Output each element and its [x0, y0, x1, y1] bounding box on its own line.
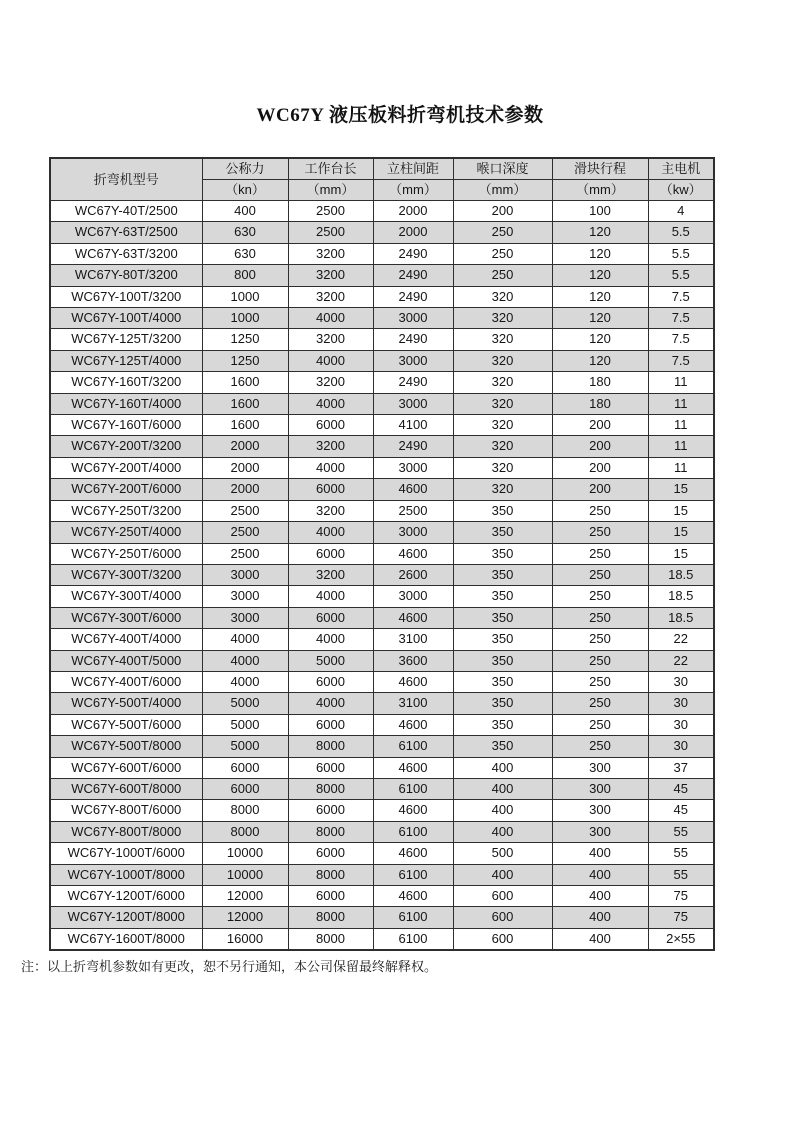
spec-table-header: [50, 158, 714, 201]
value-cell: 5000: [202, 736, 288, 757]
value-cell: 4600: [373, 886, 453, 907]
value-cell: 3000: [373, 457, 453, 478]
model-cell: WC67Y-100T/3200: [50, 286, 202, 307]
table-row: [50, 864, 714, 885]
table-row: [50, 907, 714, 928]
value-cell: 1000: [202, 286, 288, 307]
value-cell: 250: [552, 607, 648, 628]
value-cell: 300: [552, 757, 648, 778]
model-cell: WC67Y-160T/4000: [50, 393, 202, 414]
value-cell: 5000: [202, 714, 288, 735]
model-cell: WC67Y-800T/8000: [50, 821, 202, 842]
value-cell: 120: [552, 265, 648, 286]
value-cell: 250: [453, 265, 552, 286]
table-row: [50, 522, 714, 543]
model-cell: WC67Y-63T/3200: [50, 243, 202, 264]
model-cell: WC67Y-160T/6000: [50, 415, 202, 436]
table-row: [50, 886, 714, 907]
value-cell: 11: [648, 457, 714, 478]
value-cell: 2490: [373, 286, 453, 307]
model-cell: WC67Y-600T/6000: [50, 757, 202, 778]
value-cell: 6000: [288, 543, 373, 564]
value-cell: 6100: [373, 821, 453, 842]
value-cell: 18.5: [648, 607, 714, 628]
value-cell: 2490: [373, 329, 453, 350]
page-title: WC67Y 液压板料折弯机技术参数: [256, 105, 544, 126]
value-cell: 55: [648, 864, 714, 885]
value-cell: 4000: [288, 629, 373, 650]
col-header-throat-depth: 喉口深度: [453, 158, 552, 180]
value-cell: 4000: [202, 671, 288, 692]
model-cell: WC67Y-80T/3200: [50, 265, 202, 286]
value-cell: 250: [552, 500, 648, 521]
value-cell: 4000: [288, 308, 373, 329]
value-cell: 3200: [288, 564, 373, 585]
value-cell: 250: [552, 650, 648, 671]
value-cell: 2500: [202, 522, 288, 543]
value-cell: 30: [648, 671, 714, 692]
value-cell: 400: [453, 800, 552, 821]
value-cell: 1600: [202, 372, 288, 393]
table-row: [50, 671, 714, 692]
value-cell: 4600: [373, 843, 453, 864]
value-cell: 250: [552, 522, 648, 543]
table-row: [50, 650, 714, 671]
value-cell: 320: [453, 457, 552, 478]
value-cell: 15: [648, 500, 714, 521]
value-cell: 7.5: [648, 286, 714, 307]
value-cell: 1250: [202, 350, 288, 371]
value-cell: 4000: [288, 693, 373, 714]
value-cell: 350: [453, 564, 552, 585]
value-cell: 6100: [373, 928, 453, 950]
value-cell: 400: [552, 843, 648, 864]
model-cell: WC67Y-250T/3200: [50, 500, 202, 521]
value-cell: 120: [552, 286, 648, 307]
value-cell: 350: [453, 650, 552, 671]
value-cell: 120: [552, 222, 648, 243]
table-row: [50, 800, 714, 821]
table-row: [50, 757, 714, 778]
value-cell: 350: [453, 522, 552, 543]
value-cell: 3600: [373, 650, 453, 671]
value-cell: 320: [453, 329, 552, 350]
col-header-worktable-length: 工作台长: [288, 158, 373, 180]
value-cell: 200: [552, 457, 648, 478]
value-cell: 350: [453, 736, 552, 757]
value-cell: 2600: [373, 564, 453, 585]
model-cell: WC67Y-500T/6000: [50, 714, 202, 735]
value-cell: 6100: [373, 907, 453, 928]
value-cell: 2490: [373, 372, 453, 393]
value-cell: 400: [453, 778, 552, 799]
value-cell: 22: [648, 650, 714, 671]
col-header-nominal-force: 公称力: [202, 158, 288, 180]
value-cell: 180: [552, 372, 648, 393]
col-header-column-distance: 立柱间距: [373, 158, 453, 180]
value-cell: 6000: [288, 757, 373, 778]
value-cell: 11: [648, 436, 714, 457]
value-cell: 350: [453, 607, 552, 628]
value-cell: 320: [453, 436, 552, 457]
col-header-ram-stroke: 滑块行程: [552, 158, 648, 180]
value-cell: 5.5: [648, 243, 714, 264]
value-cell: 600: [453, 886, 552, 907]
value-cell: 3000: [373, 586, 453, 607]
table-row: [50, 714, 714, 735]
value-cell: 320: [453, 372, 552, 393]
value-cell: 350: [453, 543, 552, 564]
value-cell: 3200: [288, 372, 373, 393]
value-cell: 75: [648, 886, 714, 907]
value-cell: 800: [202, 265, 288, 286]
value-cell: 400: [202, 201, 288, 222]
value-cell: 120: [552, 350, 648, 371]
table-row: [50, 201, 714, 222]
value-cell: 400: [552, 928, 648, 950]
value-cell: 4000: [288, 522, 373, 543]
value-cell: 120: [552, 329, 648, 350]
model-cell: WC67Y-1200T/8000: [50, 907, 202, 928]
table-row: [50, 479, 714, 500]
spec-table-body: [50, 201, 714, 951]
value-cell: 2490: [373, 243, 453, 264]
col-header-model: 折弯机型号: [50, 158, 202, 201]
value-cell: 4600: [373, 757, 453, 778]
value-cell: 250: [552, 671, 648, 692]
value-cell: 400: [552, 886, 648, 907]
value-cell: 6000: [288, 714, 373, 735]
value-cell: 8000: [288, 907, 373, 928]
value-cell: 4600: [373, 479, 453, 500]
value-cell: 55: [648, 843, 714, 864]
value-cell: 22: [648, 629, 714, 650]
model-cell: WC67Y-1600T/8000: [50, 928, 202, 950]
value-cell: 6000: [288, 607, 373, 628]
value-cell: 6100: [373, 778, 453, 799]
table-row: [50, 350, 714, 371]
value-cell: 18.5: [648, 564, 714, 585]
value-cell: 630: [202, 222, 288, 243]
value-cell: 8000: [288, 864, 373, 885]
value-cell: 2490: [373, 265, 453, 286]
value-cell: 250: [453, 243, 552, 264]
value-cell: 4600: [373, 543, 453, 564]
value-cell: 4000: [288, 393, 373, 414]
value-cell: 18.5: [648, 586, 714, 607]
value-cell: 320: [453, 479, 552, 500]
value-cell: 6000: [288, 479, 373, 500]
model-cell: WC67Y-100T/4000: [50, 308, 202, 329]
value-cell: 10000: [202, 843, 288, 864]
value-cell: 4600: [373, 800, 453, 821]
value-cell: 11: [648, 372, 714, 393]
value-cell: 250: [552, 629, 648, 650]
value-cell: 6000: [288, 800, 373, 821]
value-cell: 37: [648, 757, 714, 778]
value-cell: 3200: [288, 329, 373, 350]
value-cell: 250: [552, 564, 648, 585]
table-row: [50, 372, 714, 393]
value-cell: 5.5: [648, 265, 714, 286]
value-cell: 75: [648, 907, 714, 928]
model-cell: WC67Y-800T/6000: [50, 800, 202, 821]
value-cell: 320: [453, 393, 552, 414]
value-cell: 8000: [288, 778, 373, 799]
value-cell: 4000: [202, 650, 288, 671]
table-row: [50, 607, 714, 628]
value-cell: 250: [552, 714, 648, 735]
value-cell: 3000: [202, 607, 288, 628]
value-cell: 3000: [373, 393, 453, 414]
value-cell: 2500: [202, 543, 288, 564]
value-cell: 350: [453, 629, 552, 650]
model-cell: WC67Y-250T/6000: [50, 543, 202, 564]
value-cell: 320: [453, 286, 552, 307]
value-cell: 6000: [288, 886, 373, 907]
value-cell: 4100: [373, 415, 453, 436]
value-cell: 200: [552, 479, 648, 500]
model-cell: WC67Y-400T/5000: [50, 650, 202, 671]
table-row: [50, 329, 714, 350]
table-row: [50, 308, 714, 329]
value-cell: 350: [453, 693, 552, 714]
value-cell: 15: [648, 479, 714, 500]
value-cell: 350: [453, 500, 552, 521]
value-cell: 3000: [202, 586, 288, 607]
model-cell: WC67Y-250T/4000: [50, 522, 202, 543]
value-cell: 4000: [288, 457, 373, 478]
value-cell: 7.5: [648, 308, 714, 329]
value-cell: 16000: [202, 928, 288, 950]
value-cell: 400: [453, 864, 552, 885]
value-cell: 200: [552, 436, 648, 457]
value-cell: 6000: [288, 671, 373, 692]
value-cell: 4600: [373, 714, 453, 735]
value-cell: 15: [648, 543, 714, 564]
value-cell: 4600: [373, 671, 453, 692]
value-cell: 3200: [288, 243, 373, 264]
value-cell: 2000: [373, 222, 453, 243]
table-row: [50, 843, 714, 864]
table-row: [50, 500, 714, 521]
model-cell: WC67Y-1000T/6000: [50, 843, 202, 864]
value-cell: 1600: [202, 415, 288, 436]
value-cell: 120: [552, 243, 648, 264]
value-cell: 400: [552, 907, 648, 928]
value-cell: 8000: [288, 736, 373, 757]
value-cell: 4000: [288, 586, 373, 607]
value-cell: 1250: [202, 329, 288, 350]
value-cell: 3000: [202, 564, 288, 585]
table-row: [50, 457, 714, 478]
value-cell: 4000: [288, 350, 373, 371]
value-cell: 2000: [202, 479, 288, 500]
value-cell: 45: [648, 778, 714, 799]
value-cell: 1600: [202, 393, 288, 414]
value-cell: 3100: [373, 629, 453, 650]
value-cell: 3000: [373, 522, 453, 543]
model-cell: WC67Y-63T/2500: [50, 222, 202, 243]
value-cell: 7.5: [648, 329, 714, 350]
table-row: [50, 265, 714, 286]
value-cell: 250: [552, 736, 648, 757]
value-cell: 5000: [202, 693, 288, 714]
value-cell: 5000: [288, 650, 373, 671]
table-row: [50, 693, 714, 714]
header-row-labels: [50, 158, 714, 180]
table-row: [50, 543, 714, 564]
value-cell: 630: [202, 243, 288, 264]
value-cell: 10000: [202, 864, 288, 885]
value-cell: 3000: [373, 308, 453, 329]
col-unit-nominal-force: （kn）: [202, 180, 288, 201]
value-cell: 30: [648, 693, 714, 714]
table-row: [50, 778, 714, 799]
value-cell: 350: [453, 586, 552, 607]
value-cell: 500: [453, 843, 552, 864]
spec-table: [49, 157, 715, 951]
model-cell: WC67Y-200T/6000: [50, 479, 202, 500]
value-cell: 2000: [373, 201, 453, 222]
model-cell: WC67Y-500T/8000: [50, 736, 202, 757]
model-cell: WC67Y-200T/3200: [50, 436, 202, 457]
value-cell: 3200: [288, 436, 373, 457]
value-cell: 2500: [373, 500, 453, 521]
value-cell: 8000: [288, 821, 373, 842]
value-cell: 600: [453, 907, 552, 928]
table-row: [50, 564, 714, 585]
value-cell: 320: [453, 350, 552, 371]
value-cell: 6000: [288, 843, 373, 864]
model-cell: WC67Y-500T/4000: [50, 693, 202, 714]
value-cell: 400: [552, 864, 648, 885]
col-unit-ram-stroke: （mm）: [552, 180, 648, 201]
value-cell: 320: [453, 308, 552, 329]
value-cell: 3000: [373, 350, 453, 371]
table-row: [50, 222, 714, 243]
col-unit-worktable-length: （mm）: [288, 180, 373, 201]
value-cell: 45: [648, 800, 714, 821]
value-cell: 3200: [288, 500, 373, 521]
model-cell: WC67Y-300T/3200: [50, 564, 202, 585]
table-row: [50, 821, 714, 842]
value-cell: 55: [648, 821, 714, 842]
value-cell: 30: [648, 736, 714, 757]
value-cell: 100: [552, 201, 648, 222]
value-cell: 3200: [288, 286, 373, 307]
value-cell: 4: [648, 201, 714, 222]
col-unit-column-distance: （mm）: [373, 180, 453, 201]
value-cell: 2500: [288, 201, 373, 222]
value-cell: 300: [552, 821, 648, 842]
table-row: [50, 286, 714, 307]
model-cell: WC67Y-1000T/8000: [50, 864, 202, 885]
table-row: [50, 736, 714, 757]
value-cell: 120: [552, 308, 648, 329]
model-cell: WC67Y-1200T/6000: [50, 886, 202, 907]
value-cell: 350: [453, 714, 552, 735]
model-cell: WC67Y-125T/4000: [50, 350, 202, 371]
value-cell: 11: [648, 415, 714, 436]
value-cell: 250: [552, 543, 648, 564]
value-cell: 4000: [202, 629, 288, 650]
table-row: [50, 586, 714, 607]
model-cell: WC67Y-400T/4000: [50, 629, 202, 650]
value-cell: 8000: [288, 928, 373, 950]
value-cell: 6000: [202, 778, 288, 799]
footnote: 注：以上折弯机参数如有更改，恕不另行通知，本公司保留最终解释权。: [21, 959, 438, 974]
model-cell: WC67Y-600T/8000: [50, 778, 202, 799]
table-row: [50, 629, 714, 650]
value-cell: 400: [453, 757, 552, 778]
value-cell: 400: [453, 821, 552, 842]
value-cell: 6000: [288, 415, 373, 436]
value-cell: 180: [552, 393, 648, 414]
value-cell: 250: [552, 693, 648, 714]
value-cell: 5.5: [648, 222, 714, 243]
value-cell: 8000: [202, 800, 288, 821]
col-unit-main-motor: （kw）: [648, 180, 714, 201]
value-cell: 15: [648, 522, 714, 543]
value-cell: 6000: [202, 757, 288, 778]
value-cell: 7.5: [648, 350, 714, 371]
model-cell: WC67Y-400T/6000: [50, 671, 202, 692]
value-cell: 350: [453, 671, 552, 692]
value-cell: 12000: [202, 886, 288, 907]
value-cell: 2490: [373, 436, 453, 457]
value-cell: 11: [648, 393, 714, 414]
table-row: [50, 393, 714, 414]
value-cell: 200: [552, 415, 648, 436]
value-cell: 3100: [373, 693, 453, 714]
value-cell: 2000: [202, 436, 288, 457]
value-cell: 8000: [202, 821, 288, 842]
col-header-main-motor: 主电机: [648, 158, 714, 180]
value-cell: 300: [552, 778, 648, 799]
table-row: [50, 928, 714, 950]
value-cell: 2×55: [648, 928, 714, 950]
table-row: [50, 436, 714, 457]
value-cell: 1000: [202, 308, 288, 329]
value-cell: 6100: [373, 736, 453, 757]
model-cell: WC67Y-300T/4000: [50, 586, 202, 607]
table-row: [50, 415, 714, 436]
value-cell: 250: [552, 586, 648, 607]
model-cell: WC67Y-125T/3200: [50, 329, 202, 350]
value-cell: 320: [453, 415, 552, 436]
value-cell: 600: [453, 928, 552, 950]
table-row: [50, 243, 714, 264]
value-cell: 30: [648, 714, 714, 735]
value-cell: 250: [453, 222, 552, 243]
model-cell: WC67Y-200T/4000: [50, 457, 202, 478]
model-cell: WC67Y-40T/2500: [50, 201, 202, 222]
value-cell: 12000: [202, 907, 288, 928]
value-cell: 300: [552, 800, 648, 821]
col-unit-throat-depth: （mm）: [453, 180, 552, 201]
value-cell: 2500: [202, 500, 288, 521]
value-cell: 4600: [373, 607, 453, 628]
value-cell: 6100: [373, 864, 453, 885]
model-cell: WC67Y-300T/6000: [50, 607, 202, 628]
value-cell: 3200: [288, 265, 373, 286]
value-cell: 2500: [288, 222, 373, 243]
model-cell: WC67Y-160T/3200: [50, 372, 202, 393]
value-cell: 2000: [202, 457, 288, 478]
value-cell: 200: [453, 201, 552, 222]
